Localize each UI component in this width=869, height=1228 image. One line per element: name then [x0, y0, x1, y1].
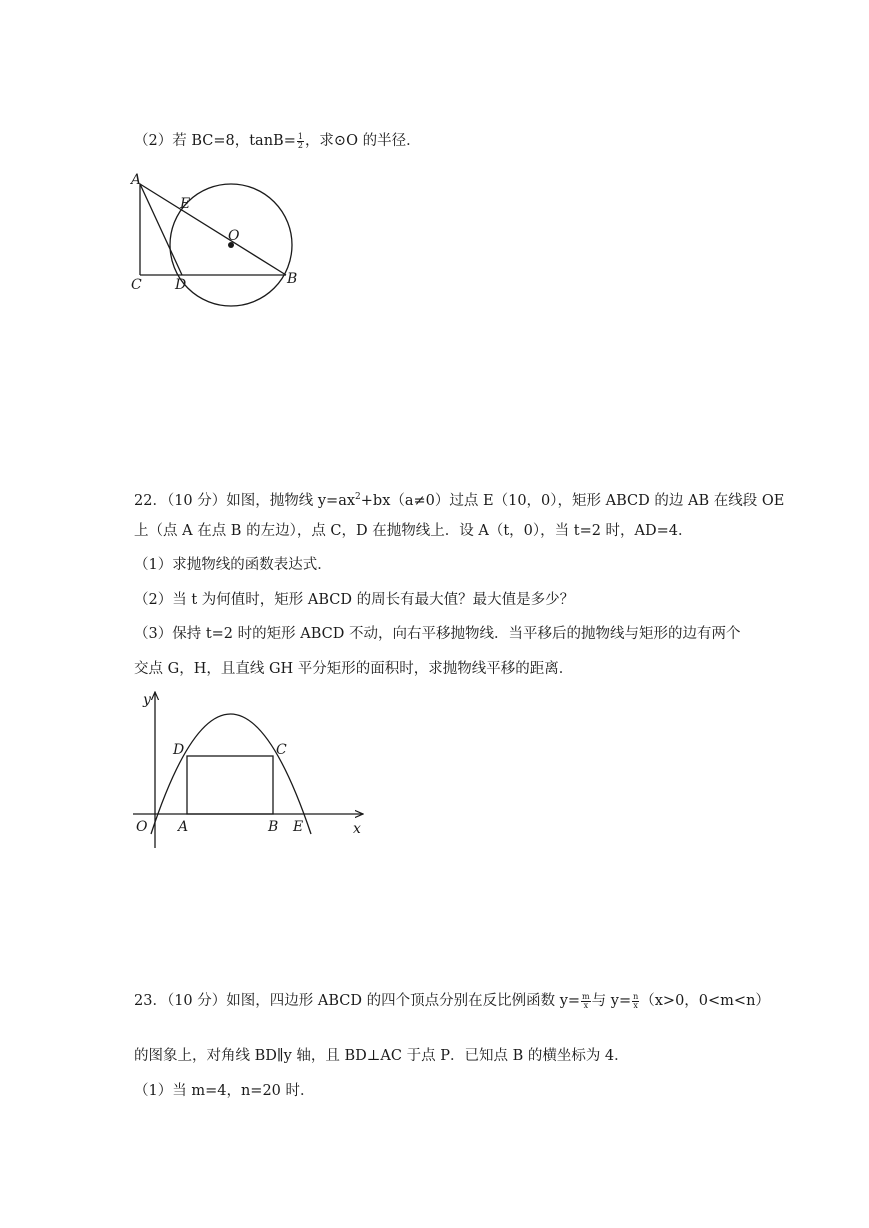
- q21-part2-text: [134, 131, 421, 151]
- parabola: [151, 714, 311, 834]
- q21-figure: [120, 170, 320, 310]
- label-E: E: [180, 196, 191, 212]
- label-y: y: [143, 692, 151, 708]
- fraction-2-numerator: n: [633, 991, 639, 1001]
- label-C: C: [131, 277, 142, 293]
- label-C: C: [276, 742, 287, 758]
- label-O: O: [228, 228, 240, 244]
- tan-denominator: 2: [297, 140, 303, 150]
- q21-part2-prefix: （2）若 BC=8，tanB=: [134, 133, 296, 149]
- tan-numerator: 1: [297, 131, 303, 141]
- q22-line1-suffix: +bx（a≠0）过点 E（10，0），矩形 ABCD 的边 AB 在线段 OE: [360, 492, 785, 509]
- q22-figure: [125, 688, 370, 858]
- q22-part2: （2）当 t 为何值时，矩形 ABCD 的周长有最大值？最大值是多少？: [134, 592, 575, 608]
- label-D: D: [173, 742, 185, 758]
- q22-part3-line2: 交点 G，H，且直线 GH 平分矩形的面积时，求抛物线平移的距离．: [134, 661, 574, 677]
- fraction-n-over-x: [632, 993, 639, 1010]
- fraction-2-denominator: x: [633, 1000, 638, 1010]
- q23-line1-prefix: 23．（10 分）如图，四边形 ABCD 的四个顶点分别在反比例函数 y=: [134, 993, 581, 1009]
- label-E: E: [293, 819, 304, 835]
- q22-part1: （1）求抛物线的函数表达式．: [134, 557, 332, 573]
- q23-line1-suffix: （x>0，0<m<n）: [640, 993, 770, 1009]
- fraction-1-numerator: m: [582, 991, 590, 1001]
- q21-part2-suffix: ，求⊙O 的半径．: [304, 133, 421, 149]
- q22-part3-line1: （3）保持 t=2 时的矩形 ABCD 不动，向右平移抛物线．当平移后的抛物线与矩形的边有两个: [134, 626, 741, 642]
- label-A: A: [131, 172, 142, 188]
- label-B: B: [287, 271, 298, 287]
- label-x: x: [353, 821, 361, 837]
- fraction-m-over-x: [581, 993, 591, 1010]
- label-O: O: [136, 819, 148, 835]
- q23-line1: [134, 991, 770, 1011]
- rectangle-ABCD: [187, 756, 273, 814]
- q22-line1-prefix: 22．（10 分）如图，抛物线 y=ax: [134, 492, 356, 509]
- label-B: B: [268, 819, 279, 835]
- label-D: D: [175, 277, 187, 293]
- q23-line2: 的图象上，对角线 BD∥y 轴，且 BD⊥AC 于点 P．已知点 B 的横坐标为 4．: [134, 1048, 629, 1064]
- q22-exponent: 2: [355, 492, 361, 502]
- segment-AB: [140, 184, 286, 275]
- q23-part1: （1）当 m=4，n=20 时．: [134, 1083, 315, 1099]
- q22-line2: 上（点 A 在点 B 的左边），点 C，D 在抛物线上．设 A（t，0），当 t=2 时，AD=4．: [134, 523, 693, 539]
- q22-line1: [134, 487, 784, 511]
- label-A: A: [178, 819, 189, 835]
- fraction-1-denominator: x: [583, 1000, 589, 1010]
- q23-line1-mid: 与 y=: [591, 993, 632, 1009]
- tan-fraction: [297, 133, 304, 150]
